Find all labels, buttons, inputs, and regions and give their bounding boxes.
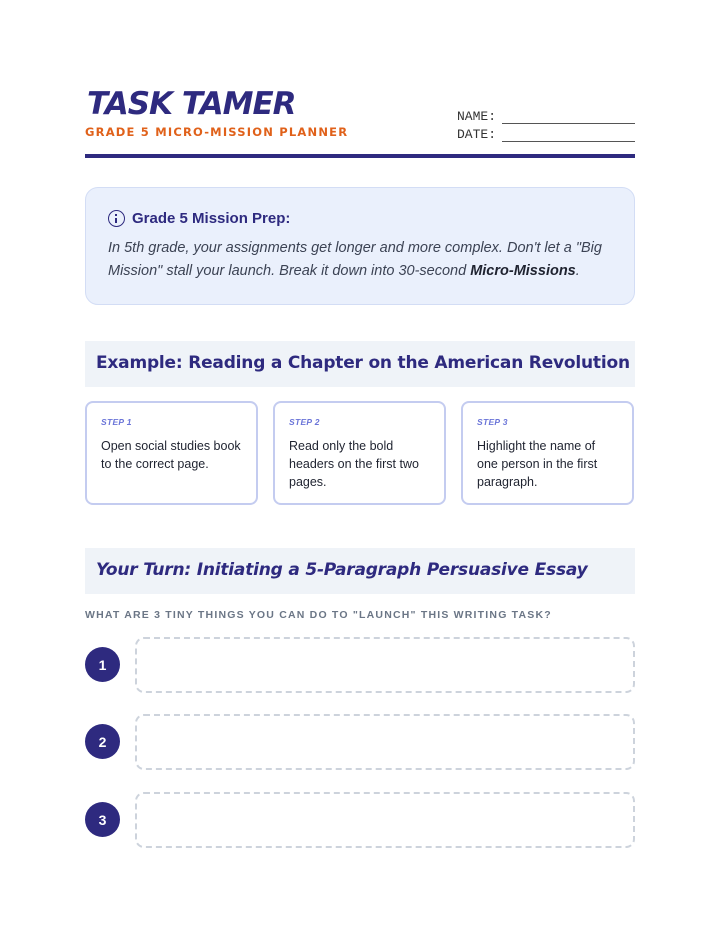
info-body-text: In 5th grade, your assignments get longer and more complex. Don't let a "Big Mission" stall your launch. Break it down into 30-second — [108, 240, 602, 279]
info-body-end: . — [575, 263, 580, 279]
step-label: STEP 2 — [289, 417, 320, 427]
entry-row — [85, 637, 635, 693]
example-title: Example: Reading a Chapter on the American Revolution — [96, 353, 630, 373]
answer-box[interactable] — [135, 714, 635, 770]
step-card — [273, 401, 446, 505]
step-text: Read only the bold headers on the first two pages. — [289, 439, 419, 489]
name-date-fields — [457, 106, 635, 142]
answer-box[interactable] — [135, 637, 635, 693]
example-steps — [85, 401, 635, 505]
answer-box[interactable] — [135, 792, 635, 848]
info-body-emphasis: Micro-Missions — [470, 263, 576, 279]
info-callout — [85, 187, 635, 305]
step-text: Open social studies book to the correct page. — [101, 439, 241, 471]
entry-row — [85, 792, 635, 848]
page-title: TASK TAMER — [87, 86, 296, 122]
your-turn-section-header — [85, 548, 635, 594]
entry-number: 3 — [85, 802, 120, 837]
header-divider — [85, 154, 635, 158]
step-card — [85, 401, 258, 505]
date-label: DATE: — [457, 127, 497, 142]
info-body — [108, 237, 608, 283]
page-subtitle: GRADE 5 MICRO-MISSION PLANNER — [85, 125, 349, 139]
step-label: STEP 3 — [477, 417, 508, 427]
step-text: Highlight the name of one person in the first paragraph. — [477, 439, 598, 489]
example-section-header — [85, 341, 635, 387]
info-heading — [108, 210, 290, 227]
your-turn-prompt: WHAT ARE 3 TINY THINGS YOU CAN DO TO "LAUNCH" THIS WRITING TASK? — [85, 609, 552, 621]
date-field[interactable] — [502, 129, 635, 142]
name-label: NAME: — [457, 109, 497, 124]
entry-number: 1 — [85, 647, 120, 682]
name-field-row — [457, 106, 635, 124]
step-label: STEP 1 — [101, 417, 132, 427]
entry-number: 2 — [85, 724, 120, 759]
page-header — [85, 86, 635, 158]
date-field-row — [457, 124, 635, 142]
entry-row — [85, 714, 635, 770]
name-field[interactable] — [502, 111, 635, 124]
your-turn-title: Your Turn: Initiating a 5-Paragraph Persuasive Essay — [96, 560, 588, 580]
step-card — [461, 401, 634, 505]
info-heading-text: Grade 5 Mission Prep: — [132, 210, 291, 227]
info-icon — [108, 210, 125, 227]
